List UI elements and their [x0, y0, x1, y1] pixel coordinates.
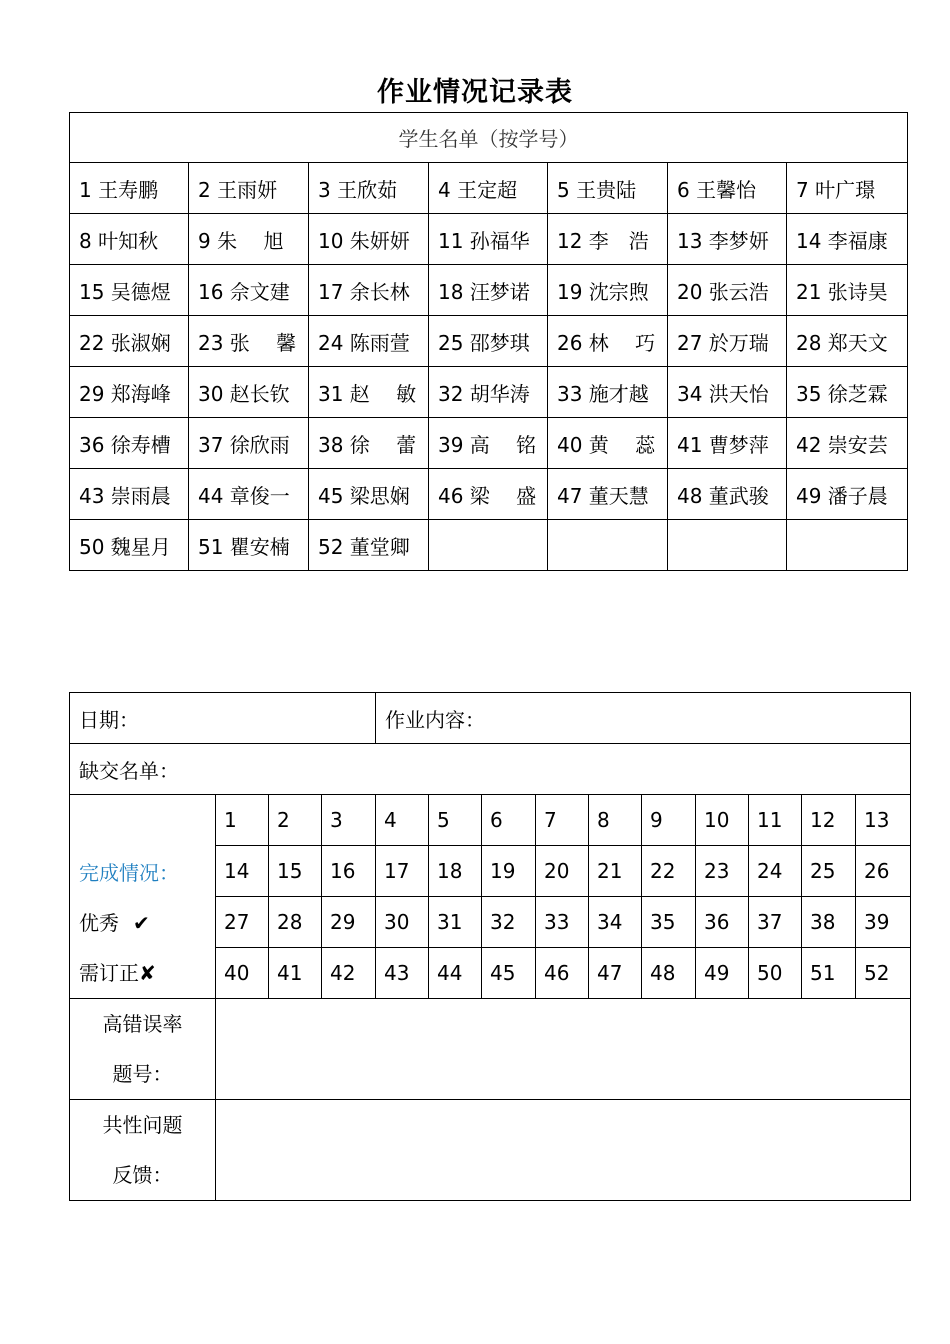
- date-field[interactable]: [70, 693, 376, 744]
- student-number-cell[interactable]: 30: [376, 897, 429, 948]
- student-cell: 8 叶知秋: [70, 214, 189, 265]
- student-cell: 26 林 巧: [548, 316, 668, 367]
- roster-header: 学生名单（按学号）: [70, 113, 908, 163]
- student-cell: 39 高 铭: [429, 418, 548, 469]
- student-number-cell[interactable]: 3: [322, 795, 376, 846]
- student-number-cell[interactable]: 44: [429, 948, 482, 999]
- high-error-label-line1: 高错误率: [102, 1012, 183, 1036]
- student-cell: 25 邵梦琪: [429, 316, 548, 367]
- student-number-cell[interactable]: 15: [269, 846, 322, 897]
- student-cell: [548, 520, 668, 571]
- student-cell: 34 洪天怡: [668, 367, 787, 418]
- student-number-cell[interactable]: 32: [482, 897, 536, 948]
- content-label: 作业内容：: [385, 707, 485, 732]
- student-number-cell[interactable]: 51: [802, 948, 856, 999]
- student-number-cell[interactable]: 25: [802, 846, 856, 897]
- cross-mark-icon: ✘: [139, 961, 156, 985]
- student-number-cell[interactable]: 27: [216, 897, 269, 948]
- student-number-cell[interactable]: 35: [642, 897, 696, 948]
- student-cell: 1 王寿鹏: [70, 163, 189, 214]
- student-number-cell[interactable]: 41: [269, 948, 322, 999]
- student-number-cell[interactable]: 45: [482, 948, 536, 999]
- student-number-cell[interactable]: 29: [322, 897, 376, 948]
- high-error-field[interactable]: [216, 999, 911, 1100]
- student-cell: 21 张诗昊: [787, 265, 908, 316]
- student-cell: 36 徐寿槽: [70, 418, 189, 469]
- student-number-cell[interactable]: 26: [856, 846, 911, 897]
- student-cell: 43 崇雨晨: [70, 469, 189, 520]
- common-issue-label-line1: 共性问题: [102, 1113, 183, 1137]
- student-number-cell[interactable]: 33: [536, 897, 589, 948]
- student-number-cell[interactable]: 11: [749, 795, 802, 846]
- student-number-cell[interactable]: 23: [696, 846, 749, 897]
- excellent-label: 优秀: [79, 911, 119, 935]
- student-cell: 14 李福康: [787, 214, 908, 265]
- student-cell: 20 张云浩: [668, 265, 787, 316]
- student-number-cell[interactable]: 12: [802, 795, 856, 846]
- student-cell: 50 魏星月: [70, 520, 189, 571]
- roster-row: [70, 469, 908, 520]
- student-cell: 52 董堂卿: [309, 520, 429, 571]
- student-number-cell[interactable]: 28: [269, 897, 322, 948]
- student-number-cell[interactable]: 42: [322, 948, 376, 999]
- student-cell: 49 潘子晨: [787, 469, 908, 520]
- student-number-cell[interactable]: 2: [269, 795, 322, 846]
- completion-label: 完成情况：: [79, 861, 179, 885]
- homework-record-table: [69, 692, 911, 1201]
- student-number-cell[interactable]: 14: [216, 846, 269, 897]
- content-field[interactable]: [376, 693, 911, 744]
- student-cell: 15 吴德煜: [70, 265, 189, 316]
- student-cell: 45 梁思娴: [309, 469, 429, 520]
- page-title: 作业情况记录表: [377, 77, 573, 108]
- student-number-cell[interactable]: 34: [589, 897, 642, 948]
- student-number-cell[interactable]: 20: [536, 846, 589, 897]
- student-cell: 3 王欣茹: [309, 163, 429, 214]
- student-number-cell[interactable]: 5: [429, 795, 482, 846]
- student-number-cell[interactable]: 13: [856, 795, 911, 846]
- student-cell: 19 沈宗煦: [548, 265, 668, 316]
- student-cell: 30 赵长钦: [189, 367, 309, 418]
- roster-row: [70, 418, 908, 469]
- student-number-cell[interactable]: 7: [536, 795, 589, 846]
- student-cell: 10 朱妍妍: [309, 214, 429, 265]
- student-cell: 44 章俊一: [189, 469, 309, 520]
- student-cell: 40 黄 蕊: [548, 418, 668, 469]
- student-number-cell[interactable]: 8: [589, 795, 642, 846]
- student-number-cell[interactable]: 38: [802, 897, 856, 948]
- student-cell: 9 朱 旭: [189, 214, 309, 265]
- student-cell: 27 於万瑞: [668, 316, 787, 367]
- student-number-cell[interactable]: 24: [749, 846, 802, 897]
- student-cell: 38 徐 蕾: [309, 418, 429, 469]
- student-cell: 23 张 馨: [189, 316, 309, 367]
- student-number-cell[interactable]: 9: [642, 795, 696, 846]
- missing-list-field[interactable]: [70, 744, 911, 795]
- student-cell: 35 徐芝霖: [787, 367, 908, 418]
- student-cell: 28 郑天文: [787, 316, 908, 367]
- roster-row: [70, 265, 908, 316]
- roster-row: [70, 214, 908, 265]
- student-number-cell[interactable]: 48: [642, 948, 696, 999]
- student-number-cell[interactable]: 16: [322, 846, 376, 897]
- student-number-cell[interactable]: 18: [429, 846, 482, 897]
- high-error-label-line2: 题号：: [112, 1062, 173, 1086]
- student-number-cell[interactable]: 1: [216, 795, 269, 846]
- roster-row: [70, 520, 908, 571]
- student-number-cell[interactable]: 50: [749, 948, 802, 999]
- student-cell: 32 胡华涛: [429, 367, 548, 418]
- student-number-cell[interactable]: 37: [749, 897, 802, 948]
- student-cell: 47 董天慧: [548, 469, 668, 520]
- student-number-cell[interactable]: 36: [696, 897, 749, 948]
- student-cell: [668, 520, 787, 571]
- student-cell: 4 王定超: [429, 163, 548, 214]
- student-number-cell[interactable]: 49: [696, 948, 749, 999]
- roster-row: [70, 316, 908, 367]
- completion-legend: [70, 795, 216, 999]
- revise-label: 需订正: [79, 961, 139, 985]
- student-cell: 6 王馨怡: [668, 163, 787, 214]
- student-number-cell[interactable]: 43: [376, 948, 429, 999]
- student-number-cell[interactable]: 31: [429, 897, 482, 948]
- student-cell: 11 孙福华: [429, 214, 548, 265]
- student-cell: 46 梁 盛: [429, 469, 548, 520]
- student-cell: 33 施才越: [548, 367, 668, 418]
- student-number-cell[interactable]: 21: [589, 846, 642, 897]
- student-cell: 48 董武骏: [668, 469, 787, 520]
- student-cell: 37 徐欣雨: [189, 418, 309, 469]
- common-issue-label-line2: 反馈：: [112, 1163, 173, 1187]
- student-cell: 51 瞿安楠: [189, 520, 309, 571]
- student-number-cell[interactable]: 39: [856, 897, 911, 948]
- student-number-cell[interactable]: 40: [216, 948, 269, 999]
- student-number-cell[interactable]: 6: [482, 795, 536, 846]
- high-error-label-cell: [70, 999, 216, 1100]
- date-label: 日期：: [79, 707, 139, 732]
- student-cell: 31 赵 敏: [309, 367, 429, 418]
- check-mark-icon: ✔: [133, 911, 150, 935]
- student-cell: 41 曹梦萍: [668, 418, 787, 469]
- student-cell: [429, 520, 548, 571]
- student-number-cell[interactable]: 46: [536, 948, 589, 999]
- student-cell: 13 李梦妍: [668, 214, 787, 265]
- student-cell: 7 叶广璟: [787, 163, 908, 214]
- student-number-cell[interactable]: 10: [696, 795, 749, 846]
- student-cell: 42 崇安芸: [787, 418, 908, 469]
- student-cell: 24 陈雨萱: [309, 316, 429, 367]
- roster-row: [70, 367, 908, 418]
- student-number-cell[interactable]: 47: [589, 948, 642, 999]
- common-issue-label-cell: [70, 1100, 216, 1201]
- common-issue-field[interactable]: [216, 1100, 911, 1201]
- missing-label: 缺交名单：: [79, 758, 179, 783]
- student-cell: 5 王贵陆: [548, 163, 668, 214]
- student-cell: 16 佘文建: [189, 265, 309, 316]
- student-number-cell[interactable]: 4: [376, 795, 429, 846]
- student-cell: [787, 520, 908, 571]
- student-cell: 17 余长林: [309, 265, 429, 316]
- student-number-cell[interactable]: 52: [856, 948, 911, 999]
- student-cell: 2 王雨妍: [189, 163, 309, 214]
- student-cell: 18 汪梦诺: [429, 265, 548, 316]
- student-number-cell[interactable]: 19: [482, 846, 536, 897]
- student-roster-table: [69, 112, 908, 571]
- student-cell: 12 李 浩: [548, 214, 668, 265]
- student-number-cell[interactable]: 22: [642, 846, 696, 897]
- student-cell: 22 张淑娴: [70, 316, 189, 367]
- student-number-cell[interactable]: 17: [376, 846, 429, 897]
- student-cell: 29 郑海峰: [70, 367, 189, 418]
- roster-row: [70, 163, 908, 214]
